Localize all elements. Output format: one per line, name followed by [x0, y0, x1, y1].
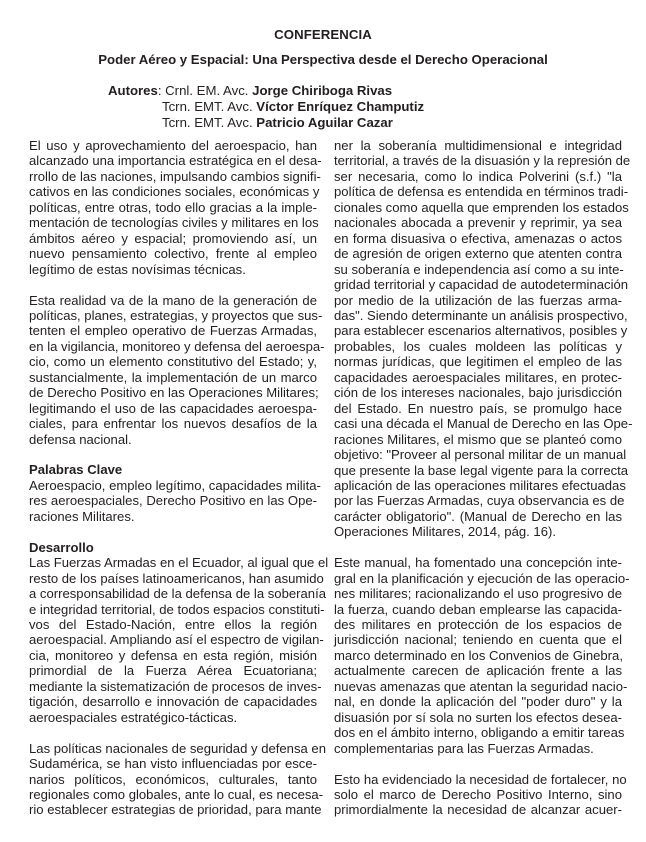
text-line: ner la soberanía multidimensional e integridad	[334, 138, 622, 153]
conclusion-paragraph	[334, 771, 627, 818]
text-line: políticas, planes, estrategias, y proyectos que sus-	[29, 307, 323, 323]
section-label: CONFERENCIA	[274, 27, 372, 42]
text-line: Las políticas nacionales de seguridad y defensa en	[29, 740, 326, 756]
text-line: Esto ha evidenciado la necesidad de fortalecer, no	[334, 771, 627, 787]
text-line: cio, como un elemento constitutivo del Estado; y,	[29, 354, 317, 370]
author-rank: Tcrn. EMT. Avc.	[162, 115, 253, 130]
text-line: capacidades aeroespaciales militares, en protec-	[334, 369, 622, 385]
text-line: mentación de tecnologías civiles y militares en los	[29, 215, 319, 231]
text-line: El uso y aprovechamiento del aeroespacio, han	[29, 138, 317, 153]
text-line: probables, los cuales moldeen las políticas y	[334, 338, 622, 354]
text-line: nal, en donde la aplicación del "poder duro" y la	[334, 694, 622, 710]
text-line: por medio de la utilización de las fuerzas arma-	[334, 292, 622, 308]
author-rank: Tcrn. EMT. Avc.	[162, 99, 253, 114]
authors-label: Autores	[108, 83, 158, 98]
text-line: carácter obligatorio". (Manual de Derecho en las	[334, 508, 622, 524]
context-paragraph	[29, 292, 325, 448]
text-line: legítimo de estas novísimas técnicas.	[29, 261, 246, 277]
text-line: aeroespacial. Ampliando así el espectro de vigilan-	[29, 632, 324, 648]
text-line: ción de los intereses nacionales, bajo jurisdicción	[334, 385, 622, 401]
right-column	[334, 138, 633, 818]
manual-paragraph	[334, 555, 630, 756]
text-line: casi una década el Manual de Derecho en las Ope-	[334, 416, 633, 432]
text-line: territorial, a través de la disuasión y la represión de	[334, 153, 631, 169]
text-line: Este manual, ha fomentado una concepción inte-	[334, 555, 622, 571]
text-line: Las Fuerzas Armadas en el Ecuador, al igual que el	[29, 555, 329, 571]
text-line: das". Siendo determinante un análisis prospectivo,	[334, 307, 628, 323]
text-line: e integridad territorial, de todos espacios constituti-	[29, 601, 325, 617]
text-line: narios políticos, económicos, culturales, tanto	[29, 771, 317, 787]
text-line: de Derecho Positivo en las Operaciones Militares;	[29, 385, 319, 401]
text-line: ámbitos aéreo y espacial; promoviendo así, un	[29, 230, 317, 246]
text-line: tenten el empleo operativo de Fuerzas Armadas,	[29, 323, 317, 339]
text-line: para establecer escenarios alternativos, posibles y	[334, 323, 628, 339]
text-line: en forma disuasiva o efectiva, amenazas o actos	[334, 230, 622, 246]
text-line: cionales como aquella que emprenden los estados	[334, 199, 629, 215]
authors-block	[108, 83, 424, 131]
author-row	[108, 99, 424, 115]
text-line: Sudamérica, se han visto influenciadas por esce-	[29, 756, 317, 772]
text-line: políticas, entre otras, todo ello gracias a la imple-	[29, 199, 317, 215]
text-line: nes militares; racionalizando el uso progresivo de	[334, 586, 622, 602]
text-line: mediante la sistematización de procesos de inves-	[29, 678, 322, 694]
text-line: Esta realidad va de la mano de la generación de	[29, 292, 317, 308]
text-line: primordial de la Fuerza Aérea Ecuatoriana;	[29, 663, 317, 679]
text-line: actualmente carecen de aplicación frente a las	[334, 663, 622, 679]
text-line: dos en el ámbito interno, obligando a emitir tareas	[334, 725, 625, 741]
article-title: Poder Aéreo y Espacial: Una Perspectiva desde el Derecho Operacional	[98, 52, 548, 67]
text-line: cia, monitoreo y defensa en esta región, misión	[29, 647, 317, 663]
left-column	[29, 138, 329, 818]
text-line: cativos en las condiciones sociales, económicas y	[29, 184, 320, 200]
text-line: a corresponsabilidad de la defensa de la soberanía	[29, 586, 327, 602]
text-line: que presente la base legal vigente para la correcta	[334, 462, 629, 478]
text-line: marco determinado en los Convenios de Ginebra,	[334, 647, 623, 663]
text-line: Operaciones Militares, 2014, pág. 16).	[334, 524, 556, 540]
text-line: normas jurídicas, que legitimen el empleo de las	[334, 354, 622, 370]
text-line: del Estado. En nuestro país, se promulgo hace	[334, 400, 622, 416]
text-line: raciones Militares, el mismo que se planteó como	[334, 431, 622, 447]
text-line: en la vigilancia, monitoreo y defensa del aeroespa-	[29, 338, 325, 354]
text-line: jurisdicción nacional; teniendo en cuenta que el	[334, 632, 622, 648]
text-line: nuevas amenazas que atentan la seguridad nacio-	[334, 678, 628, 694]
text-line: Aeroespacio, empleo legítimo, capacidades milita-	[29, 477, 321, 493]
text-line: objetivo: "Proveer al personal militar de un manual	[334, 447, 627, 463]
text-line: ciales, para enfrentar los nuevos desafíos de la	[29, 416, 317, 432]
author-name: Jorge Chiriboga Rivas	[252, 83, 393, 98]
text-line: disuasión por sí sola no surten los efectos desea-	[334, 709, 622, 725]
text-line: nuevo pensamiento colectivo, frente al empleo	[29, 246, 317, 262]
author-row	[108, 83, 424, 99]
text-line: solo el marco de Derecho Positivo Interno, sino	[334, 787, 622, 802]
text-line: sustancialmente, la implementación de un marco	[29, 369, 317, 385]
keywords-paragraph	[29, 477, 321, 524]
author-rank: Crnl. EM. Avc.	[165, 83, 249, 98]
text-line: política de defensa es entendida en términos tradi-	[334, 184, 629, 200]
text-line: defensa nacional.	[29, 431, 132, 447]
text-line: resto de los países latinoamericanos, han asumido	[29, 570, 324, 586]
text-line: legitimando el uso de las capacidades aeroespa-	[29, 400, 317, 416]
text-line: res aeroespaciales, Derecho Positivo en las Ope-	[29, 493, 317, 509]
text-line: la fuerza, cuando deban emplearse las capacida-	[334, 601, 622, 617]
text-line: complementarias para las Fuerzas Armadas.	[334, 740, 594, 756]
text-line: aplicación de las operaciones militares efectuadas	[334, 477, 626, 493]
text-line: tigación, desarrollo e innovación de capacidades	[29, 694, 317, 710]
keywords-heading: Palabras Clave	[29, 462, 123, 478]
text-line: regionales como globales, ante lo cual, es necesa-	[29, 786, 324, 802]
author-row	[108, 115, 424, 131]
text-line: su soberanía e independencia así como a su inte-	[334, 261, 624, 277]
text-line: vos del Estado-Nación, entre ellos la región	[29, 617, 317, 632]
author-name: Patricio Aguilar Cazar	[256, 115, 393, 130]
text-line: primordialmente la necesidad de alcanzar acuer-	[334, 802, 622, 818]
text-line: de agresión de origen externo que atenten contra	[334, 246, 622, 262]
author-name: Víctor Enríquez Champutiz	[256, 99, 425, 114]
text-line: ser necesaria, como lo indica Polverini (s.f.) "la	[334, 168, 622, 184]
text-line: raciones Militares.	[29, 508, 135, 524]
text-line: gridad territorial y capacidad de autodeterminación	[334, 277, 629, 293]
text-line: des militares en protección de los espacios de	[334, 617, 622, 633]
development-heading: Desarrollo	[29, 539, 94, 555]
text-line: rio establecer estrategias de prioridad, para mante	[29, 802, 322, 818]
text-line: nacionales abocada a prevenir y reprimir, ya sea	[334, 215, 622, 231]
authors-colon: :	[157, 83, 166, 98]
text-line: alcanzado una importancia estratégica en el desa-	[29, 153, 322, 169]
text-line: por las Fuerzas Armadas, cuya observancia es de	[334, 493, 625, 509]
sovereignty-paragraph	[334, 138, 633, 540]
text-line: rrollo de las naciones, impulsando cambios signifi-	[29, 168, 321, 184]
text-line: aeroespaciales estratégico-tácticas.	[29, 709, 238, 725]
text-line: gral en la planificación y ejecución de las operacio-	[334, 570, 630, 586]
intro-paragraph	[29, 138, 322, 277]
development-paragraph	[29, 555, 329, 725]
policies-paragraph	[29, 740, 326, 818]
